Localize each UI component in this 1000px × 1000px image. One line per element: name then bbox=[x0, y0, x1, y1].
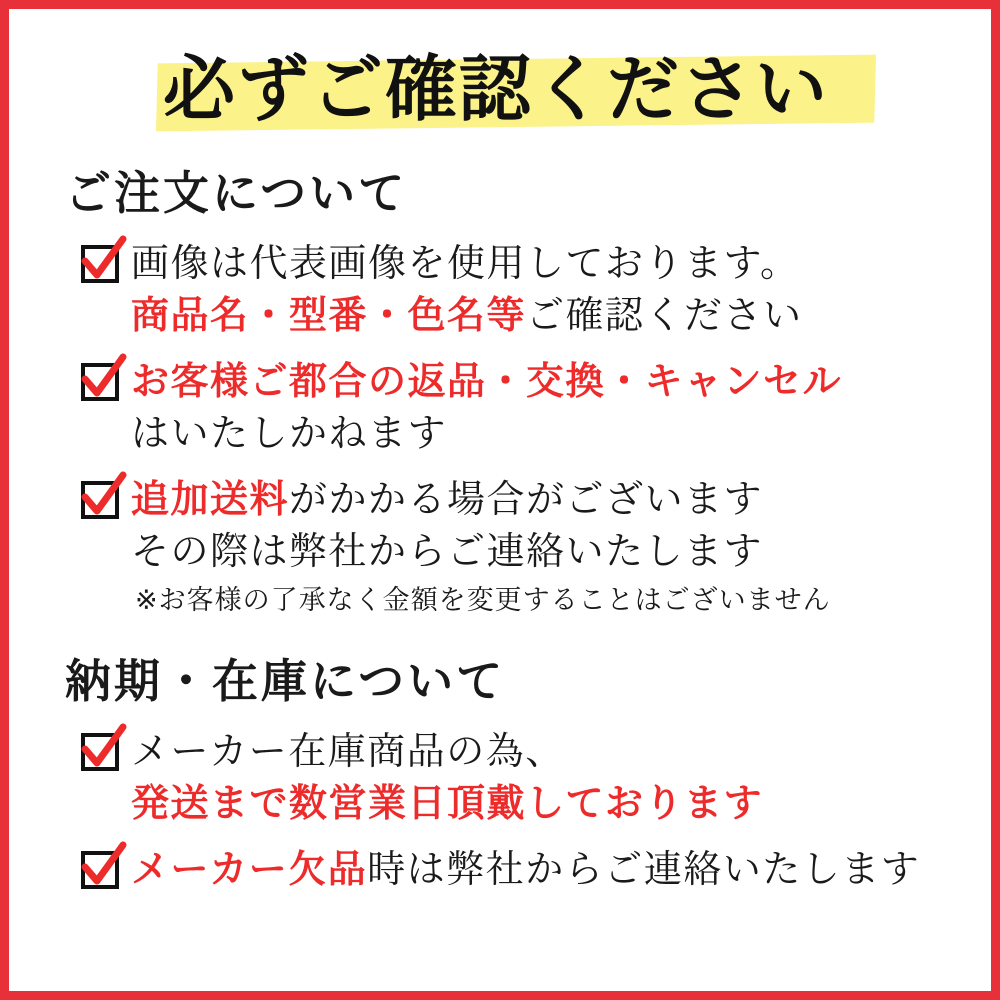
emphasis-text: メーカー欠品 bbox=[131, 847, 368, 891]
list-item-line: 画像は代表画像を使用しております。 bbox=[131, 241, 800, 285]
checkmark-icon bbox=[77, 471, 129, 523]
list-item-line: その際は弊社からご連絡いたします bbox=[131, 529, 764, 573]
page-title-text: 必ずご確認ください bbox=[163, 47, 830, 131]
list-item bbox=[81, 725, 957, 829]
section-heading-orders: ご注文について bbox=[65, 166, 408, 220]
list-item-line: はいたしかねます bbox=[131, 411, 448, 455]
list-item-line bbox=[131, 473, 763, 525]
list-item bbox=[81, 473, 957, 577]
list-item-line-tail: がかかる場合がございます bbox=[289, 477, 764, 521]
border-top bbox=[0, 0, 1000, 9]
list-item bbox=[81, 843, 957, 895]
footnote: ※お客様の了承なく金額を変更することはございません bbox=[135, 585, 831, 616]
checkbox[interactable] bbox=[81, 245, 119, 283]
checkbox[interactable] bbox=[81, 363, 119, 401]
list-item-line: お客様ご都合の返品・交換・キャンセル bbox=[131, 359, 843, 403]
list-item bbox=[81, 237, 957, 341]
list-item-line bbox=[131, 843, 920, 895]
list-item-line-tail: 時は弊社からご連絡いたします bbox=[367, 847, 921, 891]
list-item bbox=[81, 355, 957, 459]
notice-page bbox=[9, 9, 991, 991]
emphasis-text: 商品名・型番・色名等 bbox=[131, 293, 527, 337]
page-title bbox=[163, 37, 957, 147]
border-bottom bbox=[0, 991, 1000, 1000]
list-item-line-tail: ご確認ください bbox=[526, 293, 803, 337]
section-heading-delivery: 納期・在庫について bbox=[65, 654, 506, 708]
checkmark-icon bbox=[77, 841, 129, 893]
list-item-line bbox=[131, 289, 803, 341]
border-right bbox=[991, 0, 1000, 1000]
checkmark-icon bbox=[77, 353, 129, 405]
checkmark-icon bbox=[77, 235, 129, 287]
checkmark-icon bbox=[77, 723, 129, 775]
list-item-line: 発送まで数営業日頂戴しております bbox=[131, 781, 764, 825]
checkbox[interactable] bbox=[81, 733, 119, 771]
checkbox[interactable] bbox=[81, 481, 119, 519]
list-item-line: メーカー在庫商品の為、 bbox=[131, 729, 565, 773]
checkbox[interactable] bbox=[81, 851, 119, 889]
border-left bbox=[0, 0, 9, 1000]
emphasis-text: 追加送料 bbox=[131, 477, 290, 521]
